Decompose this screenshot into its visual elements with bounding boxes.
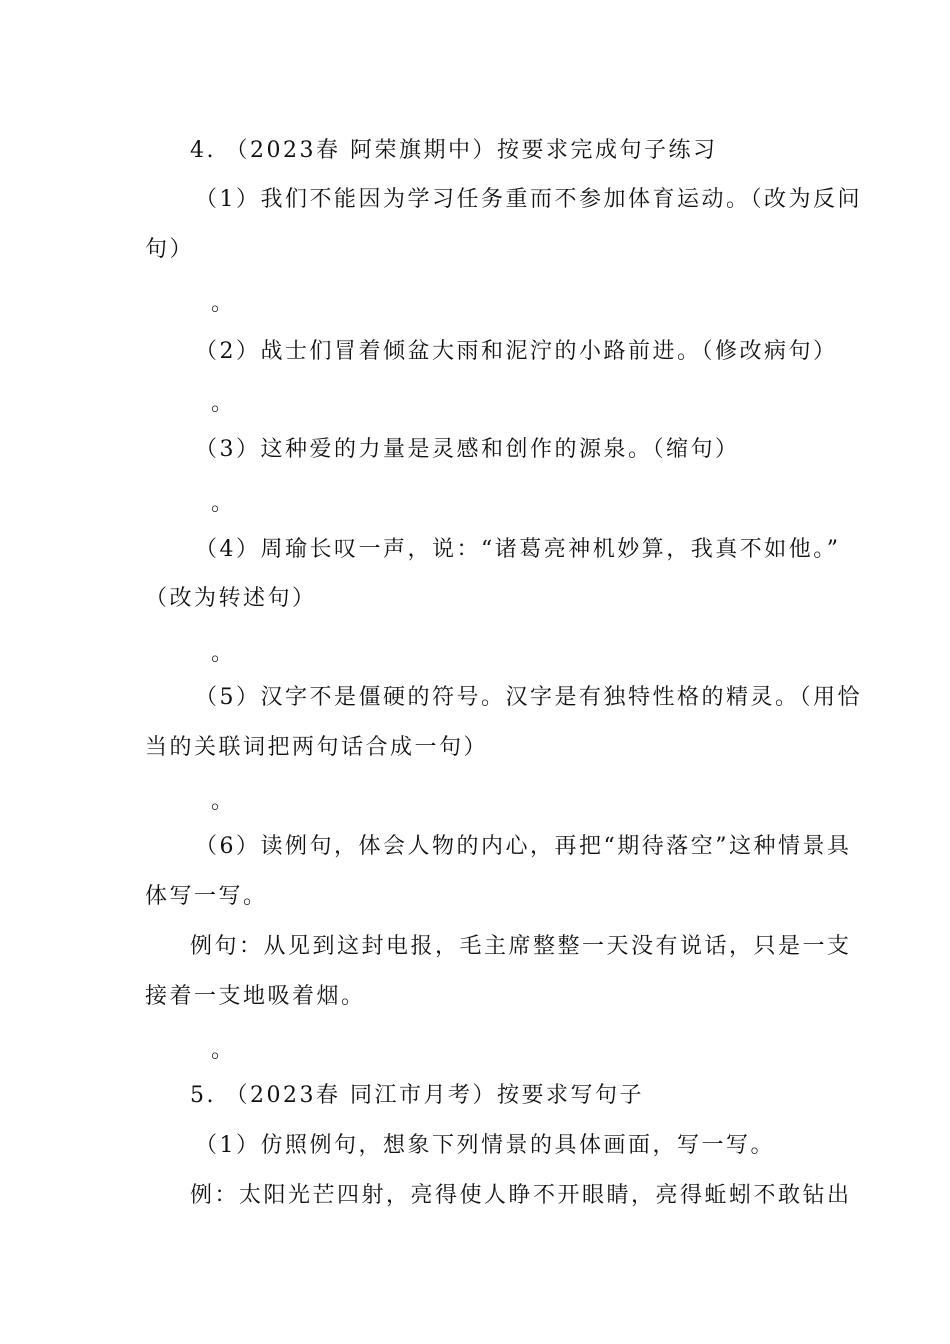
q4-item-1-text-cont: 句） [145,237,195,262]
q4-item-6-example-cont: 接着一支地吸着烟。 [145,984,366,1009]
q4-item-5-text: （5）汉字不是僵硬的符号。汉字是有独特性格的精灵。（用恰 [195,685,862,710]
q4-item-3-answer-blank: 。 [211,491,236,516]
q4-item-5-answer-blank: 。 [211,789,236,814]
q4-item-1-answer-blank: 。 [211,291,236,316]
q4-item-2-text: （2）战士们冒着倾盆大雨和泥泞的小路前进。（修改病句） [195,339,838,364]
q5-item-1-example: 例：太阳光芒四射，亮得使人睁不开眼睛，亮得蚯蚓不敢钻出 [190,1183,852,1208]
q4-item-6-answer-blank: 。 [211,1038,236,1063]
q4-item-4-text-cont: （改为转述句） [145,586,317,611]
q4-item-6-text: （6）读例句，体会人物的内心，再把“期待落空”这种情景具 [195,834,852,859]
q4-item-4-answer-blank: 。 [211,641,236,666]
q4-item-6-example: 例句：从见到这封电报，毛主席整整一天没有说话，只是一支 [190,934,852,959]
q4-item-6-text-cont: 体写一写。 [145,884,268,909]
q5-item-1-text: （1）仿照例句，想象下列情景的具体画面，写一写。 [195,1133,775,1158]
question-5-header: 5. （2023春 同江市月考）按要求写句子 [190,1083,644,1108]
q4-item-4-text: （4）周瑜长叹一声，说：“诸葛亮神机妙算，我真不如他。” [195,537,841,562]
q4-item-5-text-cont: 当的关联词把两句话合成一句） [145,735,489,760]
q4-item-1-text: （1）我们不能因为学习任务重而不参加体育运动。（改为反问 [195,187,862,212]
q4-item-2-answer-blank: 。 [211,391,236,416]
q4-item-3-text: （3）这种爱的力量是灵感和创作的源泉。（缩句） [195,437,740,462]
question-4-header: 4. （2023春 阿荣旗期中）按要求完成句子练习 [190,138,718,163]
